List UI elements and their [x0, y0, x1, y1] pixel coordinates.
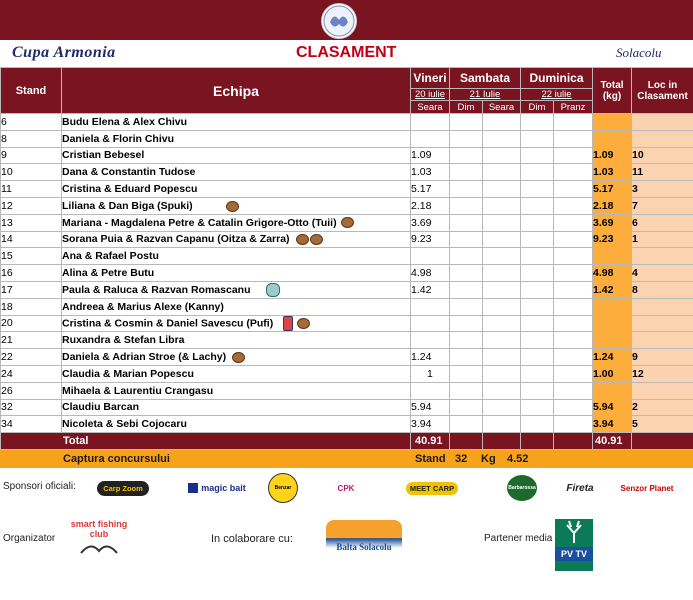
armonia-logo: [321, 3, 357, 39]
stand-cell: 10: [1, 164, 62, 181]
team-cell: Claudiu Barcan: [62, 399, 411, 416]
table-row: [1, 197, 693, 214]
total-cell: 3.69: [593, 214, 632, 231]
team-cell: [62, 315, 411, 332]
team-cell: Daniela & Florin Chivu: [62, 130, 411, 147]
vineri-cell: 5.17: [411, 181, 450, 198]
loc-cell: 4: [632, 265, 693, 282]
vineri-cell: [411, 315, 450, 332]
total-cell: [593, 248, 632, 265]
table-row: [1, 281, 693, 298]
total-cell: 1.00: [593, 365, 632, 382]
team-cell: [62, 281, 411, 298]
total-cell: 5.17: [593, 181, 632, 198]
dog-icon: [310, 234, 323, 245]
team-cell: Ana & Rafael Postu: [62, 248, 411, 265]
total-row: [1, 433, 693, 450]
total-cell: 9.23: [593, 231, 632, 248]
sponsor-logo: [388, 473, 476, 503]
vineri-cell: 1.42: [411, 281, 450, 298]
dim-header: Dim: [521, 101, 554, 114]
cupa-title: Cupa Armonia: [12, 44, 116, 61]
loc-cell: [632, 298, 693, 315]
child-icon: [283, 316, 293, 331]
loc-cell: 11: [632, 164, 693, 181]
team-name: Daniela & Adrian Stroe (& Lachy): [62, 351, 227, 364]
duminica-header: Duminica: [521, 68, 593, 89]
team-cell: [62, 214, 411, 231]
loc-cell: 8: [632, 281, 693, 298]
team-name: Sorana Puia & Razvan Capanu (Oitza & Zarra): [62, 233, 290, 246]
total-cell: 4.98: [593, 265, 632, 282]
loc-cell: 10: [632, 147, 693, 164]
collab-label: In colaborare cu:: [211, 533, 293, 545]
total-vineri: 40.91: [411, 433, 450, 450]
loc-cell: 12: [632, 365, 693, 382]
loc-cell: [632, 114, 693, 131]
seara-header: Seara: [411, 101, 450, 114]
loc-cell: 9: [632, 349, 693, 366]
loc-cell: [632, 248, 693, 265]
dog-icon: [226, 201, 239, 212]
team-cell: [62, 349, 411, 366]
echipa-header: Echipa: [62, 68, 411, 114]
team-cell: Nicoleta & Sebi Cojocaru: [62, 416, 411, 433]
total-cell: 3.94: [593, 416, 632, 433]
stand-cell: 34: [1, 416, 62, 433]
vineri-cell: 1: [411, 365, 450, 382]
table-row: [1, 298, 693, 315]
total-cell: 1.24: [593, 349, 632, 366]
collab-name: Balta Solacolu: [336, 542, 392, 552]
total-cell: [593, 382, 632, 399]
total-cell: [593, 114, 632, 131]
table-row: [1, 332, 693, 349]
loc-cell: 7: [632, 197, 693, 214]
ranking-table: [0, 67, 693, 468]
sponsor-logo: [266, 473, 300, 503]
stand-cell: 17: [1, 281, 62, 298]
capture-kg: 4.52: [507, 452, 529, 465]
table-row: [1, 399, 693, 416]
team-cell: Cristina & Eduard Popescu: [62, 181, 411, 198]
sambata-header: Sambata: [450, 68, 521, 89]
sponsor-name: Benzar: [268, 473, 298, 503]
team-cell: Ruxandra & Stefan Libra: [62, 332, 411, 349]
loc-header: Loc in Clasament: [632, 68, 693, 114]
media-name: PV TV: [555, 547, 593, 561]
pranz-header: Pranz: [554, 101, 593, 114]
vineri-cell: 9.23: [411, 231, 450, 248]
location-title: Solacolu: [616, 45, 662, 60]
organizer-label: Organizator: [3, 533, 56, 544]
loc-cell: 2: [632, 399, 693, 416]
team-cell: Budu Elena & Alex Chivu: [62, 114, 411, 131]
vineri-cell: [411, 248, 450, 265]
capture-kg-label: Kg: [481, 452, 496, 465]
vineri-cell: 2.18: [411, 197, 450, 214]
stand-cell: 11: [1, 181, 62, 198]
total-header: Total (kg): [593, 68, 632, 114]
table-row: [1, 130, 693, 147]
table-row: [1, 147, 693, 164]
duminica-date: 22 iulie: [521, 89, 593, 101]
team-cell: [62, 197, 411, 214]
team-name: Cristina & Cosmin & Daniel Savescu (Pufi): [62, 317, 274, 330]
sponsor-logo: [502, 473, 542, 503]
vineri-cell: [411, 332, 450, 349]
stand-cell: 6: [1, 114, 62, 131]
capture-stand-label: Stand: [415, 452, 446, 465]
stand-cell: 8: [1, 130, 62, 147]
total-label: Total: [1, 433, 411, 450]
total-cell: 1.09: [593, 147, 632, 164]
vineri-cell: 3.94: [411, 416, 450, 433]
stand-cell: 12: [1, 197, 62, 214]
table-row: [1, 349, 693, 366]
organizer-logo: [63, 519, 135, 561]
sambata-date: 21 Iulie: [450, 89, 521, 101]
total-cell: [593, 130, 632, 147]
loc-cell: 5: [632, 416, 693, 433]
sponsors-label: Sponsori oficiali:: [3, 481, 76, 492]
vineri-cell: 1.09: [411, 147, 450, 164]
sponsor-logo: [176, 473, 258, 503]
stand-cell: 22: [1, 349, 62, 366]
media-label: Partener media: [484, 533, 553, 544]
stand-cell: 21: [1, 332, 62, 349]
seara-header: Seara: [483, 101, 521, 114]
stand-cell: 26: [1, 382, 62, 399]
stand-cell: 14: [1, 231, 62, 248]
stand-cell: 24: [1, 365, 62, 382]
team-name: Paula & Raluca & Razvan Romascanu: [62, 283, 251, 296]
sponsor-logo: Senzor Planet: [620, 483, 674, 493]
vineri-date: 20 iulie: [411, 89, 450, 101]
media-logo: [555, 519, 593, 571]
page-title: CLASAMENT: [296, 44, 397, 61]
table-row: [1, 416, 693, 433]
mascot-icon: [266, 283, 280, 297]
vineri-cell: 4.98: [411, 265, 450, 282]
vineri-cell: 3.69: [411, 214, 450, 231]
dog-icon: [341, 217, 354, 228]
sponsor-name: magic bait: [188, 483, 246, 493]
stand-cell: 20: [1, 315, 62, 332]
stand-cell: 15: [1, 248, 62, 265]
team-cell: Dana & Constantin Tudose: [62, 164, 411, 181]
vineri-cell: [411, 130, 450, 147]
table-row: [1, 248, 693, 265]
dog-icon: [232, 352, 245, 363]
vineri-header: Vineri: [411, 68, 450, 89]
stand-cell: 32: [1, 399, 62, 416]
team-cell: Cristian Bebesel: [62, 147, 411, 164]
vineri-cell: 1.03: [411, 164, 450, 181]
capture-stand: 32: [455, 452, 468, 465]
stand-cell: 16: [1, 265, 62, 282]
sponsor-name: Carp Zoom: [97, 481, 149, 496]
deer-icon: [559, 519, 589, 545]
vineri-cell: [411, 382, 450, 399]
total-kg: 40.91: [593, 433, 632, 450]
stand-cell: 13: [1, 214, 62, 231]
stand-cell: 18: [1, 298, 62, 315]
capture-label: Captura concursului: [1, 450, 411, 468]
table-row: [1, 164, 693, 181]
team-cell: Andreea & Marius Alexe (Kanny): [62, 298, 411, 315]
team-cell: Mihaela & Laurentiu Crangasu: [62, 382, 411, 399]
table-row: [1, 114, 693, 131]
loc-cell: [632, 382, 693, 399]
team-cell: Alina & Petre Butu: [62, 265, 411, 282]
total-cell: [593, 332, 632, 349]
table-row: [1, 181, 693, 198]
total-cell: 5.94: [593, 399, 632, 416]
dog-icon: [297, 318, 310, 329]
table-row: [1, 231, 693, 248]
sponsor-name: MEET CARP: [406, 482, 458, 495]
organizer-name: smart fishing club: [70, 519, 128, 539]
total-cell: 1.42: [593, 281, 632, 298]
collab-logo: [326, 520, 402, 560]
loc-cell: [632, 332, 693, 349]
loc-cell: [632, 130, 693, 147]
capture-row: [1, 450, 693, 468]
capture-details: [411, 450, 693, 468]
team-name: Mariana - Magdalena Petre & Catalin Grigore-Otto (Tuii): [62, 216, 337, 229]
stand-header: Stand: [1, 68, 62, 114]
loc-cell: 1: [632, 231, 693, 248]
dim-header: Dim: [450, 101, 483, 114]
sponsor-logo: Fireta: [566, 482, 594, 494]
total-cell: 1.03: [593, 164, 632, 181]
team-name: Liliana & Dan Biga (Spuki): [62, 199, 193, 212]
table-row: [1, 365, 693, 382]
table-row: [1, 315, 693, 332]
total-cell: 2.18: [593, 197, 632, 214]
vineri-cell: [411, 298, 450, 315]
vineri-cell: 5.94: [411, 399, 450, 416]
loc-cell: [632, 315, 693, 332]
loc-cell: 3: [632, 181, 693, 198]
team-cell: Claudia & Marian Popescu: [62, 365, 411, 382]
table-row: [1, 382, 693, 399]
table-row: [1, 265, 693, 282]
dog-icon: [296, 234, 309, 245]
stand-cell: 9: [1, 147, 62, 164]
team-cell: [62, 231, 411, 248]
total-cell: [593, 315, 632, 332]
vineri-cell: [411, 114, 450, 131]
vineri-cell: 1.24: [411, 349, 450, 366]
fish-icon: [77, 539, 121, 559]
total-cell: [593, 298, 632, 315]
sponsor-logo: [78, 473, 168, 503]
sponsor-name: Barbarossa: [507, 475, 537, 501]
loc-cell: 6: [632, 214, 693, 231]
sponsor-logo: CPK: [337, 483, 355, 493]
table-row: [1, 214, 693, 231]
